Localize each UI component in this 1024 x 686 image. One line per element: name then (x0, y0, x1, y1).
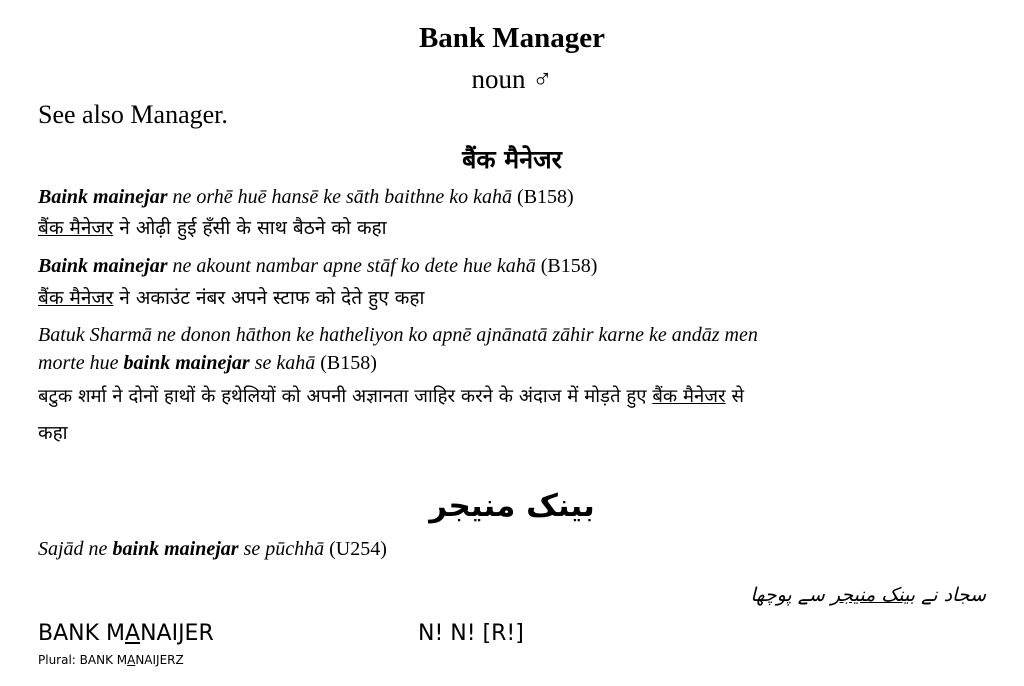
see-also-reference: See also Manager. (38, 100, 228, 129)
devanagari-text: बटुक शर्मा ने दोनों हाथों के हथेलियों को अपनी अज्ञानता जाहिर करने के अंदाज में मोड़ते हुए (38, 386, 653, 407)
stress-pattern: N! N! [R!] (418, 621, 524, 646)
pronunciation-text: NAIJER (140, 621, 214, 646)
example-3-devanagari-line-1 (38, 383, 744, 408)
pronunciation-transliteration (38, 621, 214, 646)
example-source: (B158) (315, 352, 377, 374)
example-source: (B158) (512, 186, 574, 208)
urdu-text: سجاد نے (915, 584, 986, 606)
example-3-transliteration-line-2 (38, 352, 377, 375)
example-1-devanagari (38, 214, 387, 240)
headword: Bank Manager (418, 22, 606, 54)
example-text: Sajād ne (38, 538, 113, 560)
example-term: baink mainejar (112, 538, 239, 560)
example-2-transliteration (38, 255, 597, 278)
example-text: se kahā (249, 352, 316, 374)
example-3-devanagari-line-2: कहा (38, 422, 68, 444)
example-term: baink mainejar (123, 352, 250, 374)
plural-stress-mark: A (127, 653, 136, 667)
pronunciation-text: BANK M (38, 621, 126, 646)
plural-text: NAIJERZ (135, 653, 184, 667)
example-text: ne orhē huē hansē ke sāth baithne ko kahā (167, 186, 513, 208)
example-term: Baink mainejar (38, 255, 168, 277)
pronunciation-stress-mark: A (125, 621, 141, 646)
devanagari-term: बैंक मैनेजर (38, 217, 114, 239)
devanagari-text: ने ओढ़ी हुई हँसी के साथ बैठने को कहा (113, 217, 387, 239)
devanagari-term: बैंक मैनेजर (652, 386, 726, 407)
devanagari-term: बैंक मैनेजर (38, 287, 114, 309)
example-1-transliteration (38, 186, 574, 209)
example-text: Batuk Sharmā ne donon hāthon ke hatheliyon ko apnē ajnānatā zāhir karne ke andāz men (38, 324, 758, 346)
plural-text: Plural: BANK M (38, 653, 128, 667)
example-text: ne akount nambar apne stāf ko dete hue kahā (167, 255, 536, 277)
example-3-transliteration-line-1 (38, 324, 758, 347)
example-text: se pūchhā (238, 538, 325, 560)
example-text: morte hue (38, 352, 124, 374)
example-term: Baink mainejar (38, 186, 168, 208)
urdu-headword: بینک منیجر (429, 488, 595, 524)
plural-form (38, 653, 184, 667)
example-source: (U254) (324, 538, 387, 560)
urdu-example (750, 584, 986, 606)
part-of-speech: noun ♂ (471, 64, 553, 94)
urdu-term: بینک منیجر (830, 584, 916, 606)
urdu-example-transliteration (38, 538, 387, 561)
example-source: (B158) (535, 255, 598, 277)
example-2-devanagari (38, 284, 424, 310)
devanagari-headword: बैंक मैनेजर (462, 145, 562, 174)
devanagari-text: ने अकाउंट नंबर अपने स्टाफ को देते हुए कहा (113, 287, 425, 309)
devanagari-text: से (725, 386, 744, 407)
urdu-text: سے پوچھا (750, 584, 831, 606)
